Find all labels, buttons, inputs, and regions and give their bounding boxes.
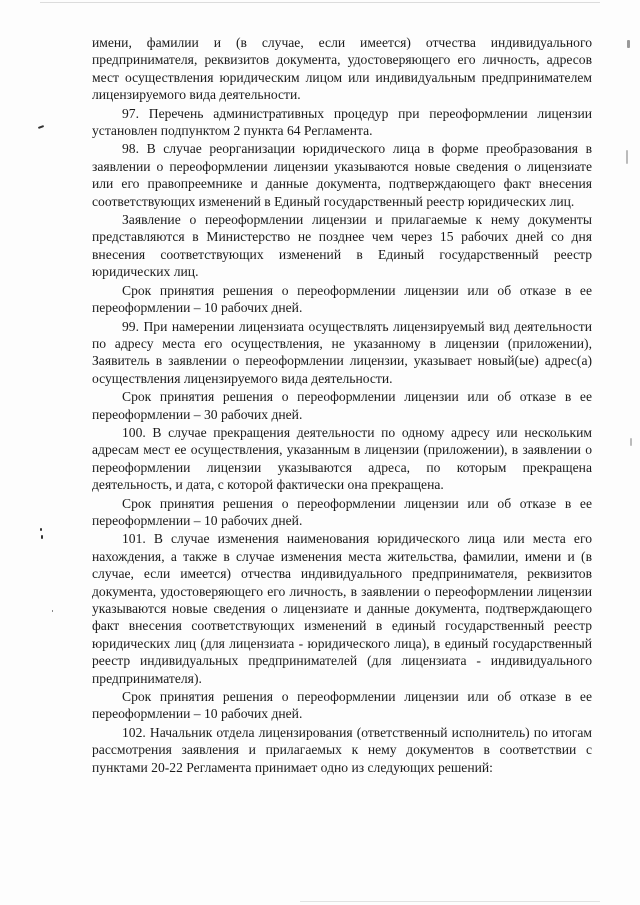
- document-body: [92, 34, 592, 777]
- scan-speck: [38, 125, 44, 129]
- paragraph-98: 98. В случае реорганизации юридического лица в форме преобразования в заявлении о переоформлении лицензии указываются новые сведения о лицензиате или его правопреемнике и данные документа, подтверждающего факт внесения соответствующих изменений в Единый государственный реестр юридических лиц.: [92, 141, 592, 209]
- scan-speck: [626, 150, 628, 164]
- paragraph-101: 101. В случае изменения наименования юридического лица или места его нахождения, а также в случае изменения места жительства, фамилии, имени и (в случае, если имеется) отчества индивидуального предпринимателя, реквизитов документа, удостоверяющего его личность, в заявлении о переоформлении лицензии указываются новые сведения о лицензиате и данные документа, подтверждающего факт внесения соответствующих изменений в единый государственный реестр юридических лиц (для лицензиата - юридического лица), в единый государственный реестр индивидуальных предпринимателей (для лицензиата - индивидуального предпринимателя).: [92, 531, 592, 686]
- paragraph-102: 102. Начальник отдела лицензирования (ответственный исполнитель) по итогам рассмотрения заявления и прилагаемых к нему документов в соответствии с пунктами 20-22 Регламента принимает одно из следующих решений:: [92, 724, 592, 775]
- scan-speck: [627, 40, 630, 48]
- paragraph-100-term: Срок принятия решения о переоформлении лицензии или об отказе в ее переоформлении – 10 рабочих дней.: [92, 495, 592, 528]
- scan-speck: [630, 438, 632, 446]
- scan-top-edge: [40, 2, 600, 3]
- paragraph-97: 97. Перечень административных процедур при переоформлении лицензии установлен подпунктом 2 пункта 64 Регламента.: [92, 105, 592, 139]
- paragraph-98-submission: Заявление о переоформлении лицензии и прилагаемые к нему документы представляются в Министерство не позднее чем через 15 рабочих дней со дня внесения соответствующих изменений в Единый государственный реестр юридических лиц.: [92, 212, 592, 280]
- paragraph-99: 99. При намерении лицензиата осуществлять лицензируемый вид деятельности по адресу места его осуществления, не указанному в лицензии (приложении), Заявитель в заявлении о переоформлении лицензии, указывает новый(ые) адрес(а) осуществления лицензируемого вида деятельности.: [92, 318, 592, 386]
- paragraph-101-term: Срок принятия решения о переоформлении лицензии или об отказе в ее переоформлении – 10 рабочих дней.: [92, 689, 592, 722]
- paragraph-98-term: Срок принятия решения о переоформлении лицензии или об отказе в ее переоформлении – 10 рабочих дней.: [92, 282, 592, 316]
- scan-speck: [52, 610, 53, 612]
- paragraph-continuation: имени, фамилии и (в случае, если имеется) отчества индивидуального предпринимателя, реквизитов документа, удостоверяющего его личность, адресов мест осуществления юридическим лицом или индивидуальным предпринимателем лицензируемого вида деятельности.: [92, 35, 592, 103]
- paragraph-100: 100. В случае прекращения деятельности по одному адресу или нескольким адресам мест ее осуществления, указанным в лицензии (приложении), в заявлении о переоформлении лицензии указываются адреса, по которым прекращена деятельность, и дата, с которой фактически она прекращена.: [92, 424, 592, 493]
- scan-bottom-edge: [300, 901, 600, 902]
- paragraph-99-term: Срок принятия решения о переоформлении лицензии или об отказе в ее переоформлении – 30 рабочих дней.: [92, 389, 592, 422]
- scan-speck: [41, 535, 43, 539]
- scan-speck: [40, 528, 42, 531]
